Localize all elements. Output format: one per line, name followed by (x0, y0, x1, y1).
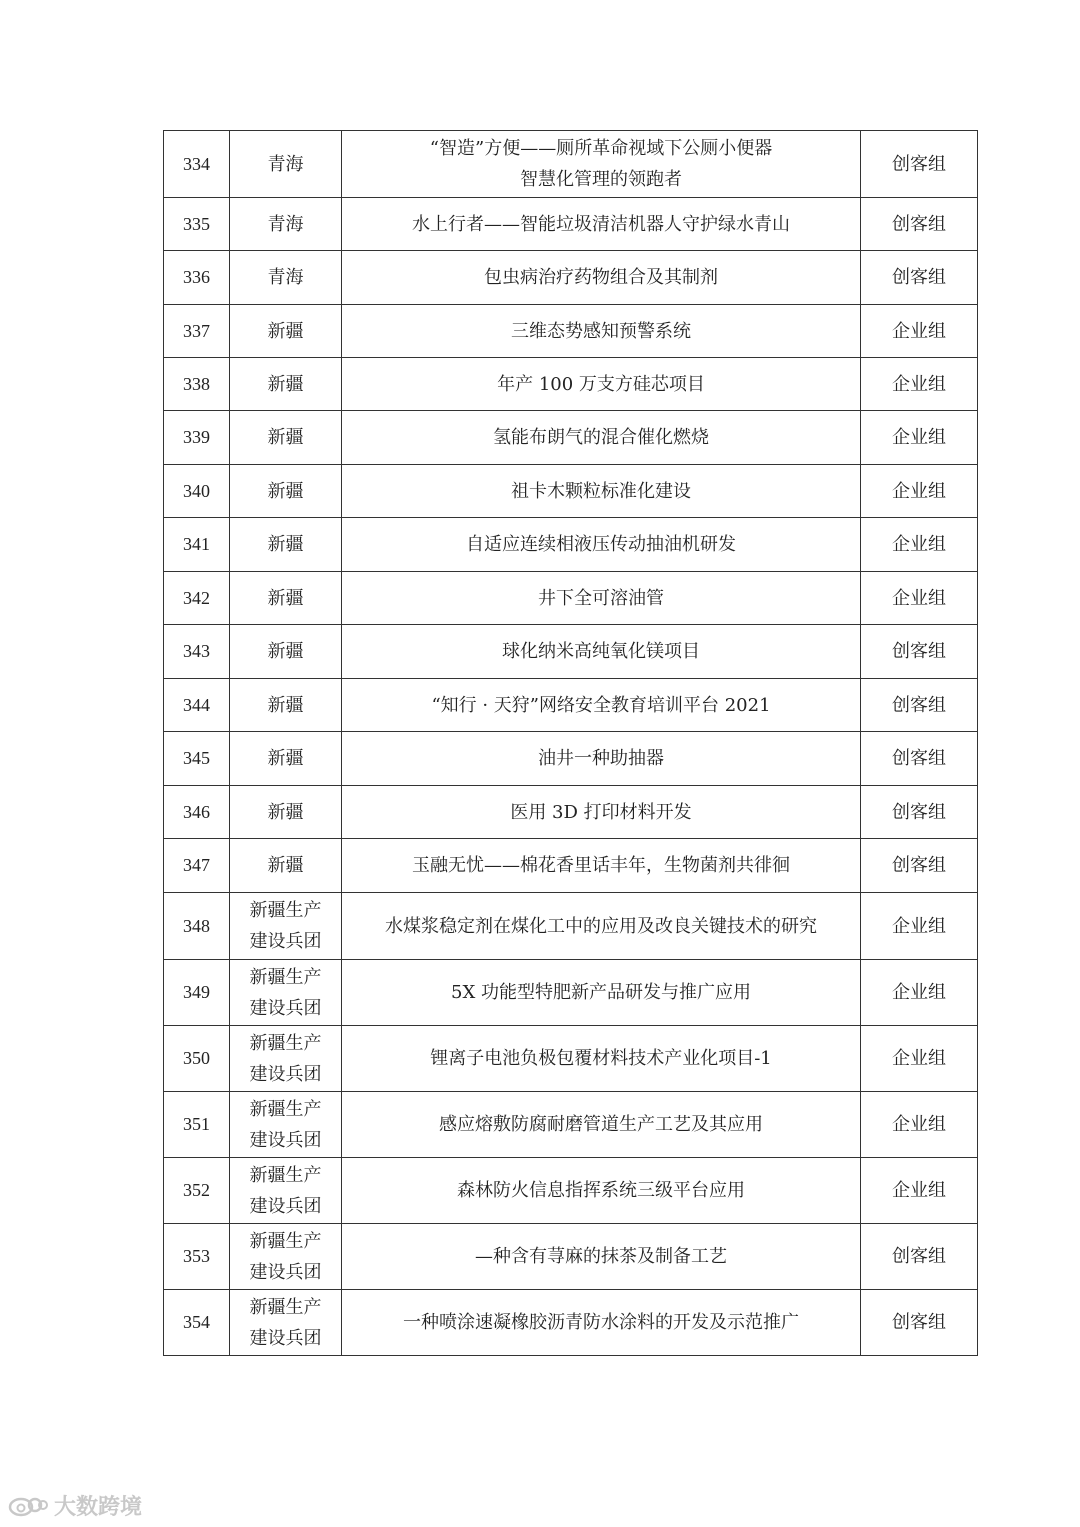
row-region: 新疆 (230, 679, 342, 732)
row-region: 新疆生产 建设兵团 (230, 1026, 342, 1092)
row-number: 352 (164, 1158, 230, 1224)
row-group: 企业组 (861, 1092, 978, 1158)
row-number: 338 (164, 358, 230, 411)
row-region: 新疆 (230, 411, 342, 465)
row-number: 342 (164, 572, 230, 625)
row-region: 青海 (230, 198, 342, 251)
row-region: 新疆生产 建设兵团 (230, 960, 342, 1026)
table-row (164, 251, 978, 305)
row-project-name: 水上行者——智能垃圾清洁机器人守护绿水青山 (342, 198, 861, 251)
row-number: 350 (164, 1026, 230, 1092)
row-number: 353 (164, 1224, 230, 1290)
row-region: 新疆生产 建设兵团 (230, 1290, 342, 1356)
row-region: 青海 (230, 251, 342, 305)
table-row (164, 960, 978, 1026)
row-project-name: 水煤浆稳定剂在煤化工中的应用及改良关键技术的研究 (342, 893, 861, 960)
row-region: 新疆 (230, 786, 342, 839)
row-group: 创客组 (861, 1224, 978, 1290)
row-region: 新疆 (230, 518, 342, 572)
row-project-name: 年产 100 万支方硅芯项目 (342, 358, 861, 411)
row-number: 347 (164, 839, 230, 893)
row-group: 创客组 (861, 131, 978, 198)
row-region: 新疆生产 建设兵团 (230, 1092, 342, 1158)
table-row (164, 786, 978, 839)
table-row (164, 572, 978, 625)
row-group: 企业组 (861, 305, 978, 358)
row-project-name: 5X 功能型特肥新产品研发与推广应用 (342, 960, 861, 1026)
table-row (164, 411, 978, 465)
table-row (164, 131, 978, 198)
table-row (164, 465, 978, 518)
table-row (164, 679, 978, 732)
table-row (164, 732, 978, 786)
row-group: 企业组 (861, 518, 978, 572)
row-number: 345 (164, 732, 230, 786)
row-region: 新疆 (230, 358, 342, 411)
row-project-name: 井下全可溶油管 (342, 572, 861, 625)
row-region: 新疆 (230, 572, 342, 625)
row-group: 企业组 (861, 411, 978, 465)
table-row (164, 1092, 978, 1158)
project-table-body (164, 131, 978, 1356)
row-group: 创客组 (861, 625, 978, 679)
row-group: 创客组 (861, 732, 978, 786)
row-region: 新疆生产 建设兵团 (230, 1158, 342, 1224)
row-number: 346 (164, 786, 230, 839)
weibo-logo-icon (8, 1492, 48, 1518)
row-project-name: 氢能布朗气的混合催化燃烧 (342, 411, 861, 465)
row-number: 336 (164, 251, 230, 305)
row-group: 企业组 (861, 1026, 978, 1092)
row-project-name: 医用 3D 打印材料开发 (342, 786, 861, 839)
row-project-name: 玉融无忧——棉花香里话丰年，生物菌剂共徘徊 (342, 839, 861, 893)
table-row (164, 1026, 978, 1092)
table-row (164, 305, 978, 358)
row-group: 创客组 (861, 679, 978, 732)
table-row (164, 1224, 978, 1290)
table-row (164, 839, 978, 893)
row-number: 334 (164, 131, 230, 198)
row-region: 新疆 (230, 732, 342, 786)
row-group: 企业组 (861, 358, 978, 411)
row-group: 创客组 (861, 1290, 978, 1356)
row-group: 企业组 (861, 1158, 978, 1224)
row-group: 创客组 (861, 198, 978, 251)
row-region: 新疆生产 建设兵团 (230, 1224, 342, 1290)
row-number: 343 (164, 625, 230, 679)
table-row (164, 358, 978, 411)
row-region: 新疆 (230, 839, 342, 893)
project-table (163, 130, 978, 1356)
row-group: 创客组 (861, 251, 978, 305)
row-group: 企业组 (861, 572, 978, 625)
row-number: 339 (164, 411, 230, 465)
table-row (164, 198, 978, 251)
row-project-name: “知行 · 天狩”网络安全教育培训平台 2021 (342, 679, 861, 732)
row-region: 青海 (230, 131, 342, 198)
row-region: 新疆 (230, 625, 342, 679)
row-project-name: 一种喷涂速凝橡胶沥青防水涂料的开发及示范推广 (342, 1290, 861, 1356)
row-number: 337 (164, 305, 230, 358)
row-project-name: 自适应连续相液压传动抽油机研发 (342, 518, 861, 572)
row-number: 340 (164, 465, 230, 518)
row-project-name: 锂离子电池负极包覆材料技术产业化项目-1 (342, 1026, 861, 1092)
row-number: 341 (164, 518, 230, 572)
table-row (164, 1290, 978, 1356)
table-row (164, 518, 978, 572)
row-project-name: 森林防火信息指挥系统三级平台应用 (342, 1158, 861, 1224)
watermark-text: 大数跨境 (54, 1494, 143, 1520)
row-project-name: 球化纳米高纯氧化镁项目 (342, 625, 861, 679)
row-number: 348 (164, 893, 230, 960)
row-project-name: 祖卡木颗粒标准化建设 (342, 465, 861, 518)
row-number: 344 (164, 679, 230, 732)
row-group: 企业组 (861, 960, 978, 1026)
row-group: 企业组 (861, 893, 978, 960)
row-project-name: 包虫病治疗药物组合及其制剂 (342, 251, 861, 305)
row-region: 新疆 (230, 465, 342, 518)
row-number: 351 (164, 1092, 230, 1158)
row-group: 企业组 (861, 465, 978, 518)
row-number: 349 (164, 960, 230, 1026)
row-group: 创客组 (861, 786, 978, 839)
row-group: 创客组 (861, 839, 978, 893)
row-project-name: “智造”方便——厕所革命视域下公厕小便器 智慧化管理的领跑者 (342, 131, 861, 198)
row-region: 新疆 (230, 305, 342, 358)
row-number: 354 (164, 1290, 230, 1356)
row-project-name: 感应熔敷防腐耐磨管道生产工艺及其应用 (342, 1092, 861, 1158)
table-row (164, 625, 978, 679)
row-number: 335 (164, 198, 230, 251)
row-project-name: 三维态势感知预警系统 (342, 305, 861, 358)
table-row (164, 893, 978, 960)
watermark (8, 1490, 142, 1520)
row-project-name: 油井一种助抽器 (342, 732, 861, 786)
row-project-name: —种含有荨麻的抹茶及制备工艺 (342, 1224, 861, 1290)
row-region: 新疆生产 建设兵团 (230, 893, 342, 960)
table-row (164, 1158, 978, 1224)
